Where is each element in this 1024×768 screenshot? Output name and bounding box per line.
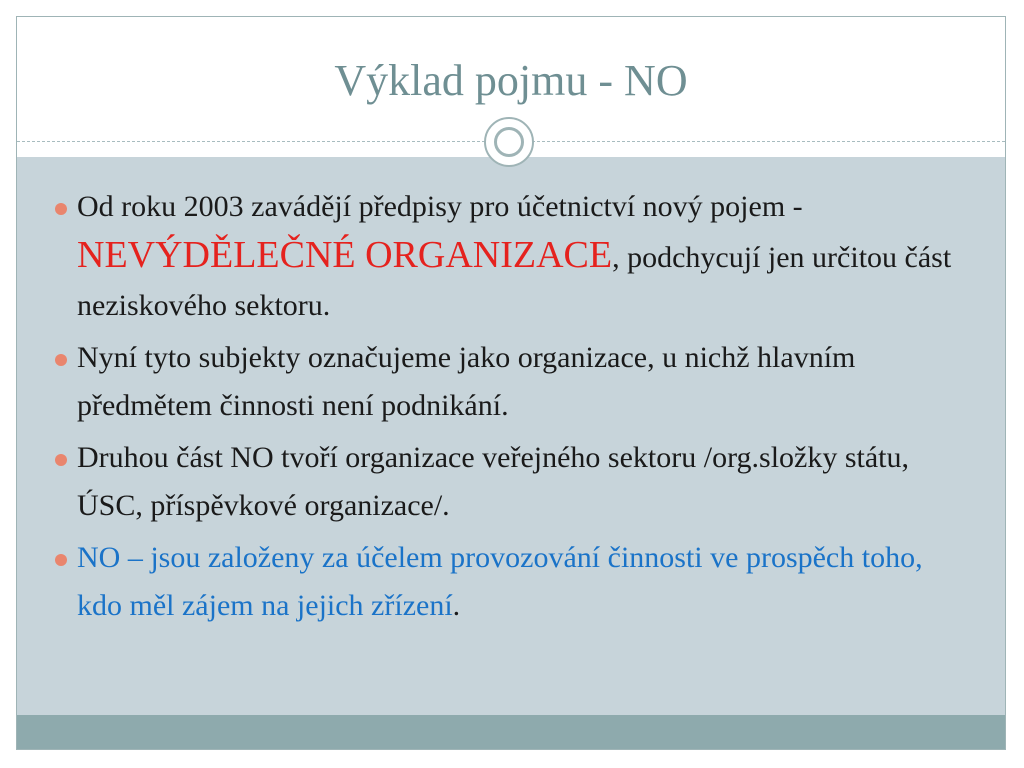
bullet-text: . xyxy=(452,589,461,622)
bullet-item xyxy=(55,183,955,330)
bullet-item xyxy=(55,534,955,630)
slide-title: Výklad pojmu - NO xyxy=(334,56,688,105)
bullet-text: Od roku 2003 zavádějí předpisy pro účetnictví nový pojem - xyxy=(77,190,803,223)
bullet-dot-icon xyxy=(55,354,67,366)
circle-ornament-icon xyxy=(484,117,534,167)
bullet-dot-icon xyxy=(55,554,67,566)
bullet-list xyxy=(55,183,955,634)
bullet-item xyxy=(55,334,955,430)
bullet-text: , podchycují jen určitou část neziskového sektoru. xyxy=(77,241,952,322)
footer-band xyxy=(17,715,1005,749)
bullet-item xyxy=(55,434,955,530)
bullet-text: Nyní tyto subjekty označujeme jako organizace, u nichž hlavním předmětem činnosti není podnikání. xyxy=(77,341,856,422)
bullet-dot-icon xyxy=(55,454,67,466)
bullet-text: Druhou část NO tvoří organizace veřejného sektoru /org.složky státu, ÚSC, příspěvkové organizace/. xyxy=(77,441,910,522)
highlight-term: NEVÝDĚLEČNÉ ORGANIZACE xyxy=(77,234,613,276)
slide xyxy=(16,16,1006,750)
bullet-text-blue: NO – jsou založeny za účelem provozování činnosti ve prospěch toho, kdo měl zájem na jejich zřízení xyxy=(77,541,923,622)
bullet-dot-icon xyxy=(55,203,67,215)
